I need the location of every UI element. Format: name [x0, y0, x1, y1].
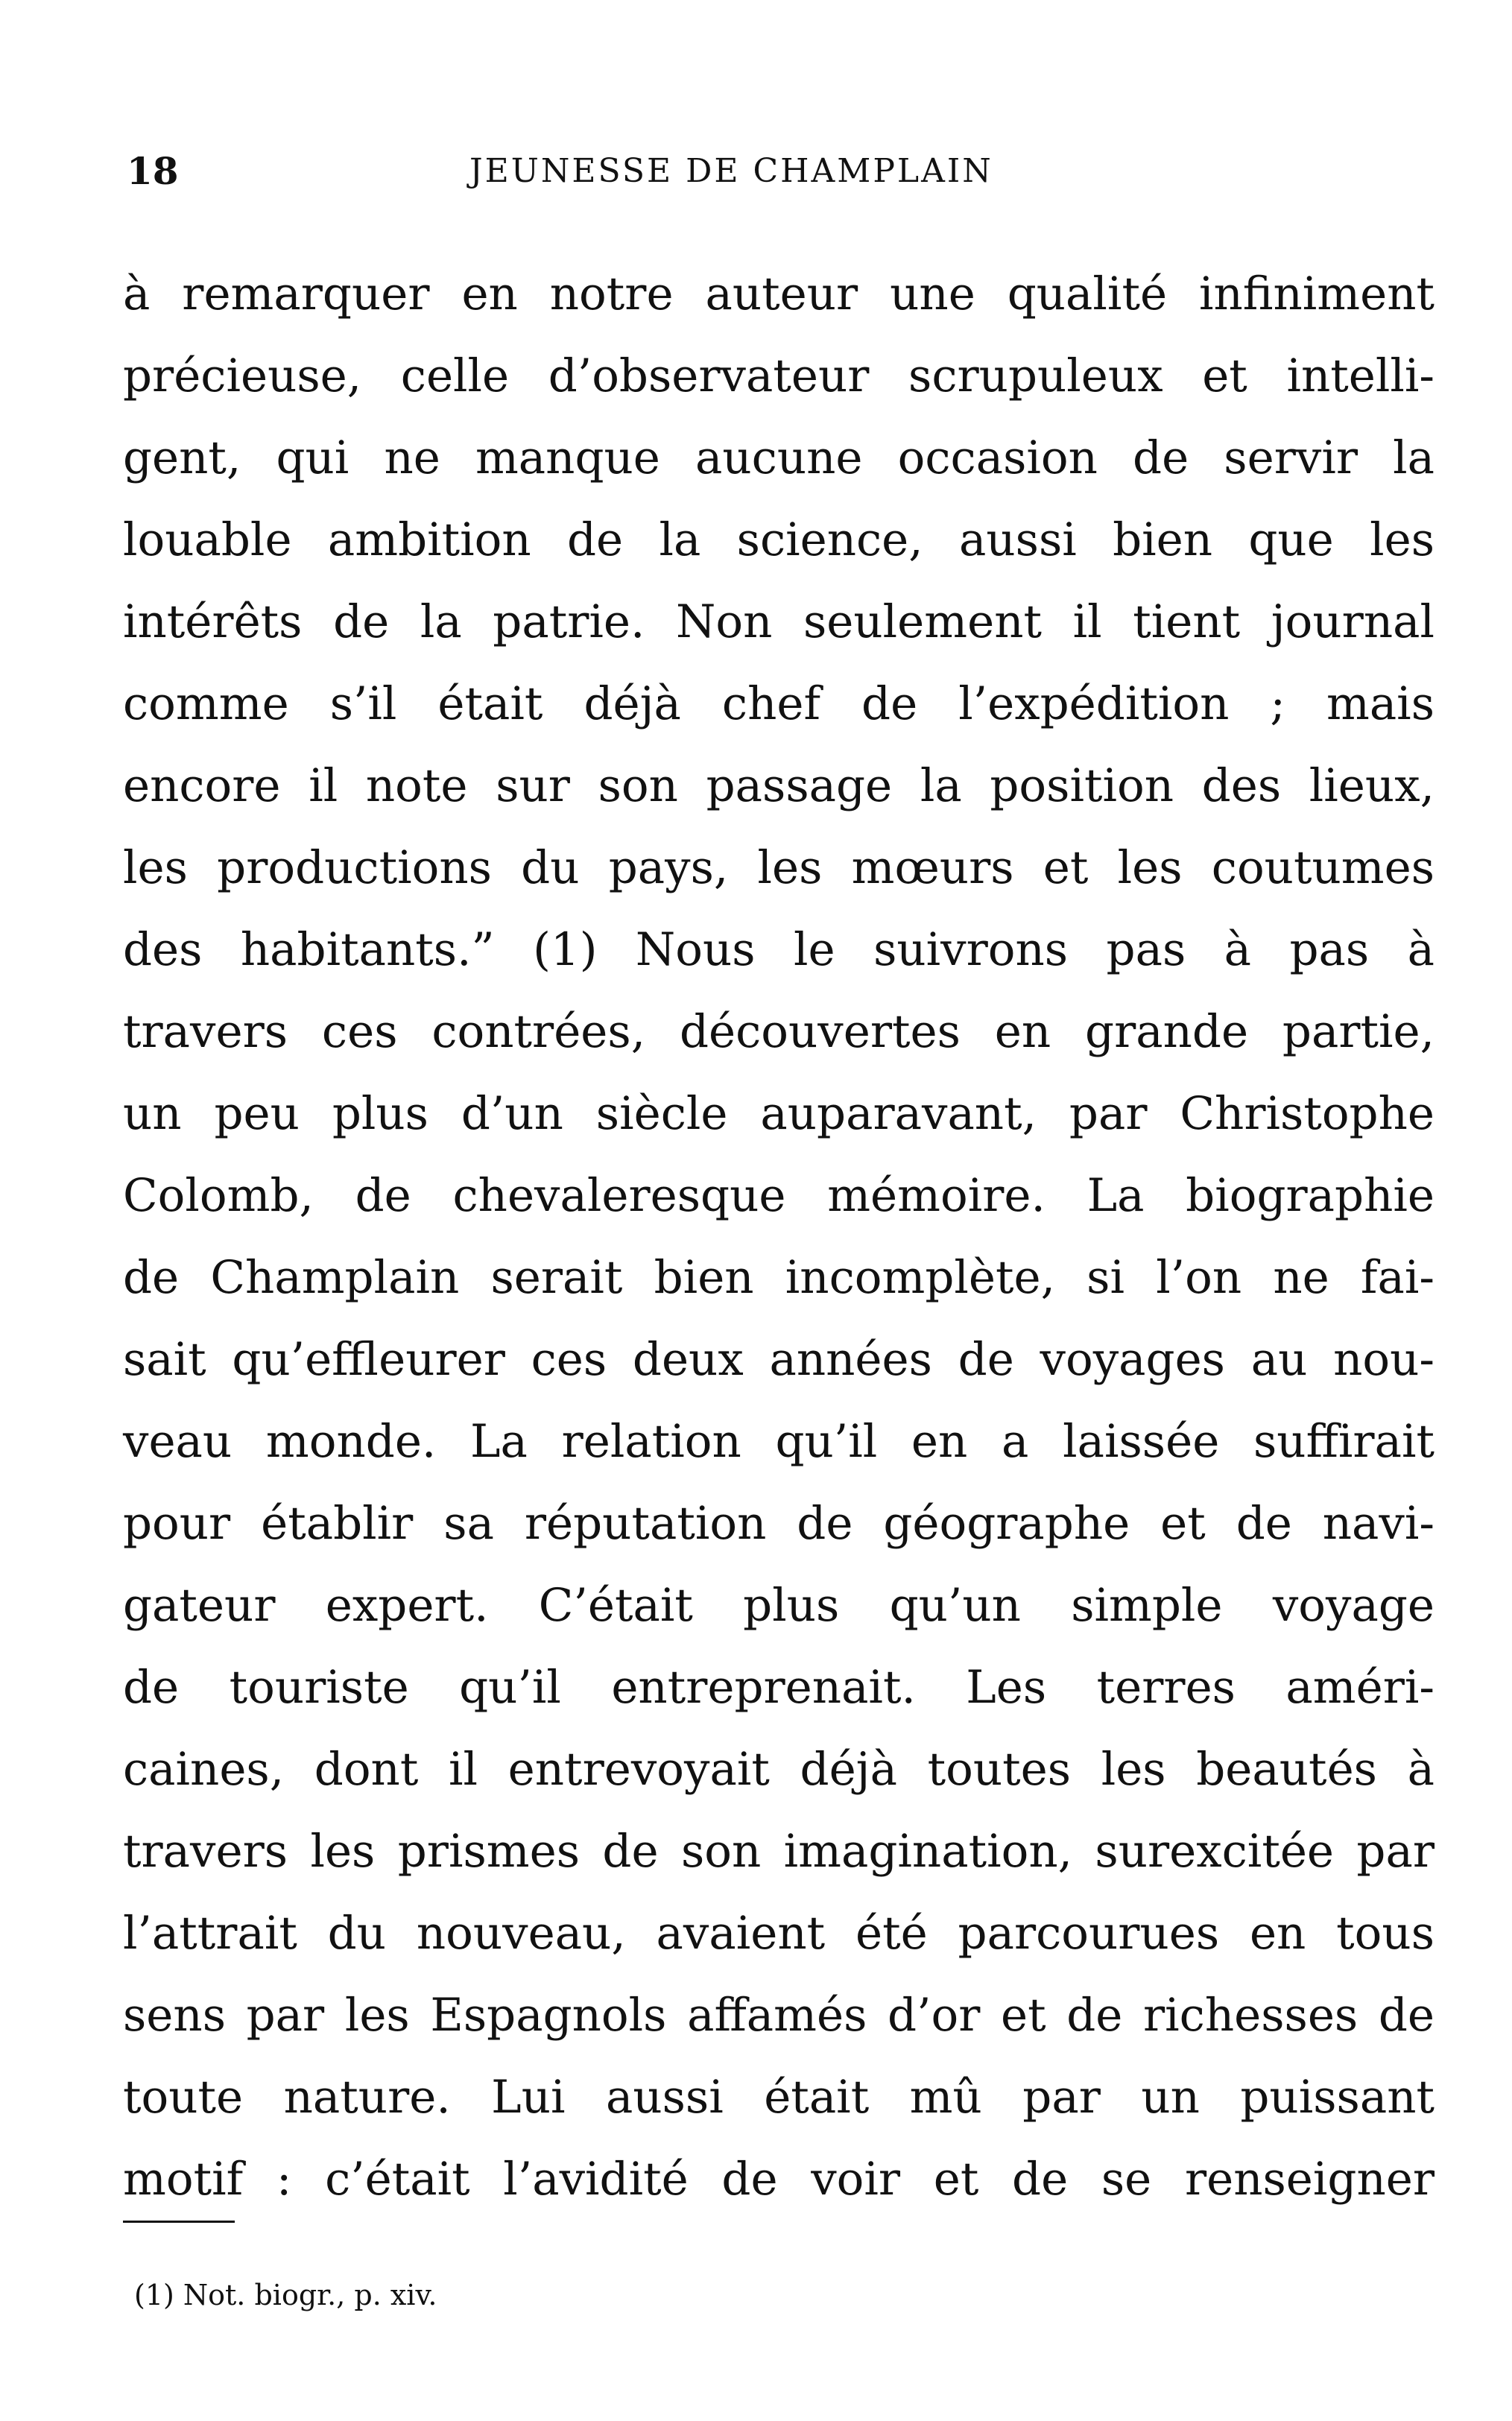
text-line: les productions du pays, les mœurs et les coutumes: [123, 841, 1434, 894]
text-line: toute nature. Lui aussi était mû par un puissant: [123, 2071, 1434, 2124]
text-line: Colomb, de chevaleresque mémoire. La biographie: [123, 1169, 1434, 1222]
text-line: intérêts de la patrie. Non seulement il tient journal: [123, 595, 1434, 648]
text-line: à remarquer en notre auteur une qualité infiniment: [123, 268, 1434, 320]
text-line: pour établir sa réputation de géographe et de navi-: [123, 1497, 1434, 1550]
running-head: [127, 142, 1394, 201]
text-line: de touriste qu’il entreprenait. Les terres améri-: [123, 1661, 1434, 1714]
page-number: 18: [127, 149, 179, 193]
text-line: motif : c’était l’avidité de voir et de se renseigner: [123, 2153, 1434, 2206]
text-line: veau monde. La relation qu’il en a laissée suffirait: [123, 1415, 1434, 1468]
text-line: travers ces contrées, découvertes en grande partie,: [123, 1005, 1434, 1058]
text-line: un peu plus d’un siècle auparavant, par Christophe: [123, 1087, 1434, 1140]
text-line: sait qu’effleurer ces deux années de voyages au nou-: [123, 1333, 1434, 1386]
body-text: [123, 253, 1434, 2221]
text-line: de Champlain serait bien incomplète, si l’on ne fai-: [123, 1251, 1434, 1304]
text-line: encore il note sur son passage la position des lieux,: [123, 759, 1434, 812]
text-line: sens par les Espagnols affamés d’or et de richesses de: [123, 1989, 1434, 2042]
text-line: l’attrait du nouveau, avaient été parcourues en tous: [123, 1907, 1434, 1960]
text-line: gent, qui ne manque aucune occasion de servir la: [123, 431, 1434, 484]
footnote-rule: [123, 2221, 235, 2223]
text-line: caines, dont il entrevoyait déjà toutes les beautés à: [123, 1743, 1434, 1796]
running-title: JEUNESSE DE CHAMPLAIN: [469, 152, 993, 190]
footnote: (1) Not. biogr., p. xiv.: [134, 2279, 437, 2311]
text-line: louable ambition de la science, aussi bien que les: [123, 513, 1434, 566]
text-line: gateur expert. C’était plus qu’un simple voyage: [123, 1579, 1434, 1632]
text-line: comme s’il était déjà chef de l’expédition ; mais: [123, 677, 1434, 730]
text-line: travers les prismes de son imagination, surexcitée par: [123, 1825, 1434, 1878]
text-line: des habitants.” (1) Nous le suivrons pas à pas à: [123, 923, 1434, 976]
text-line: précieuse, celle d’observateur scrupuleux et intelli-: [123, 349, 1434, 402]
